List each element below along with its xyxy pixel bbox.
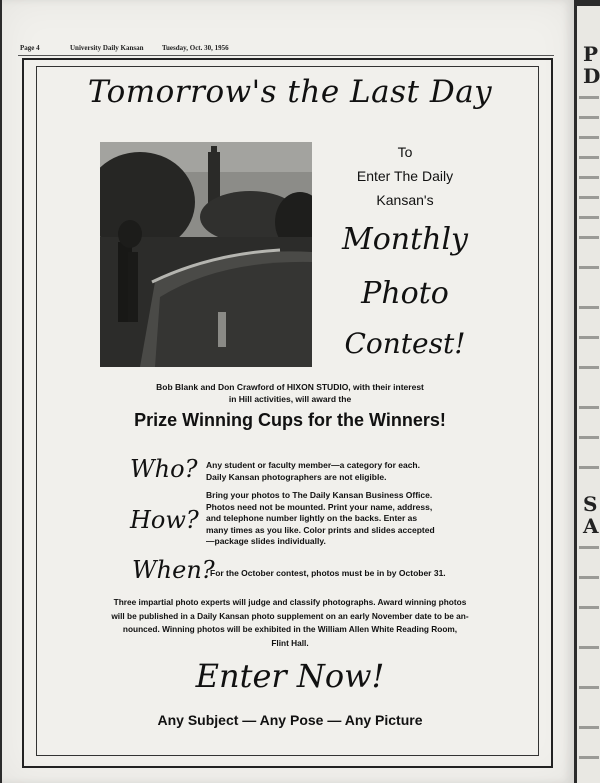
- text-column-fragment: [579, 406, 599, 409]
- judging-line: nounced. Winning photos will be exhibited in the William Allen White Reading Room,: [122, 624, 458, 634]
- text-column-fragment: [579, 576, 599, 579]
- text-column-fragment: [579, 236, 599, 239]
- text-column-fragment: [579, 216, 599, 219]
- how-line: and telephone number lightly on the backs. Enter as: [206, 513, 418, 524]
- judging-line: Flint Hall.: [271, 637, 309, 648]
- contest-word-contest: Contest!: [344, 327, 466, 360]
- kansans-line: Kansan's: [376, 192, 434, 208]
- contest-word-photo: Photo: [361, 276, 449, 311]
- text-column-fragment: [579, 366, 599, 369]
- adjacent-page-letter: D: [583, 64, 600, 88]
- text-column-fragment: [579, 136, 599, 139]
- paper-name: University Daily Kansan: [70, 44, 144, 52]
- judging-line: Three impartial photo experts will judge and classify photographs. Award winning photos: [113, 597, 467, 607]
- how-text: [206, 490, 435, 548]
- text-column-fragment: [579, 196, 599, 199]
- masthead-rule: [18, 55, 554, 56]
- text-column-fragment: [579, 726, 599, 729]
- text-column-fragment: [579, 466, 599, 469]
- page-number: Page 4: [20, 44, 40, 52]
- text-column-fragment: [579, 606, 599, 609]
- adjacent-page-letter: P: [583, 42, 599, 66]
- to-line: To: [397, 144, 413, 160]
- text-column-fragment: [579, 546, 599, 549]
- text-column-fragment: [579, 266, 599, 269]
- who-text: [206, 460, 420, 483]
- when-text: For the October contest, photos must be in by October 31.: [210, 568, 446, 578]
- enter-intro: [330, 140, 480, 212]
- text-column-fragment: [579, 156, 599, 159]
- how-label: How?: [130, 506, 199, 534]
- how-line: Bring your photos to The Daily Kansan Business Office.: [206, 490, 433, 500]
- how-line: many times as you like. Color prints and slides accepted: [206, 524, 435, 535]
- contest-word-monthly: Monthly: [341, 222, 469, 257]
- text-column-fragment: [579, 646, 599, 649]
- when-label: When?: [132, 556, 215, 584]
- text-column-fragment: [579, 306, 599, 309]
- who-line: Any student or faculty member—a category for each.: [206, 460, 420, 470]
- adjacent-page-letter: A: [583, 514, 599, 538]
- issue-date: Tuesday, Oct. 30, 1956: [162, 44, 229, 52]
- text-column-fragment: [579, 96, 599, 99]
- ad-headline: Tomorrow's the Last Day: [87, 74, 493, 110]
- campanile-lake-image: [100, 142, 312, 367]
- text-column-fragment: [579, 686, 599, 689]
- enter-daily-line: Enter The Daily: [356, 168, 454, 184]
- how-line: Photos need not be mounted. Print your name, address,: [206, 501, 433, 512]
- who-label: Who?: [130, 455, 198, 483]
- judging-line: will be published in a Daily Kansan photo supplement on an early November date to be an-: [111, 610, 469, 621]
- text-column-fragment: [579, 756, 599, 759]
- sponsor-line: in Hill activities, will award the: [228, 394, 352, 404]
- text-column-fragment: [579, 336, 599, 339]
- text-column-fragment: [579, 176, 599, 179]
- adjacent-page-edge: [577, 6, 600, 783]
- enter-now-slogan: Enter Now!: [195, 657, 385, 695]
- sponsor-line: Bob Blank and Don Crawford of HIXON STUDIO, with their interest: [156, 382, 424, 392]
- who-line: Daily Kansan photographers are not eligible.: [206, 471, 387, 482]
- judging-info: [88, 596, 492, 650]
- sponsor-text: [100, 381, 480, 405]
- prize-headline: Prize Winning Cups for the Winners!: [134, 410, 446, 430]
- masthead: [20, 44, 550, 54]
- how-line: —package slides individually.: [206, 536, 326, 547]
- text-column-fragment: [579, 436, 599, 439]
- contest-photo: [100, 142, 312, 367]
- adjacent-page-letter: S: [583, 492, 598, 516]
- footer-tagline: Any Subject — Any Pose — Any Picture: [157, 712, 423, 728]
- text-column-fragment: [579, 116, 599, 119]
